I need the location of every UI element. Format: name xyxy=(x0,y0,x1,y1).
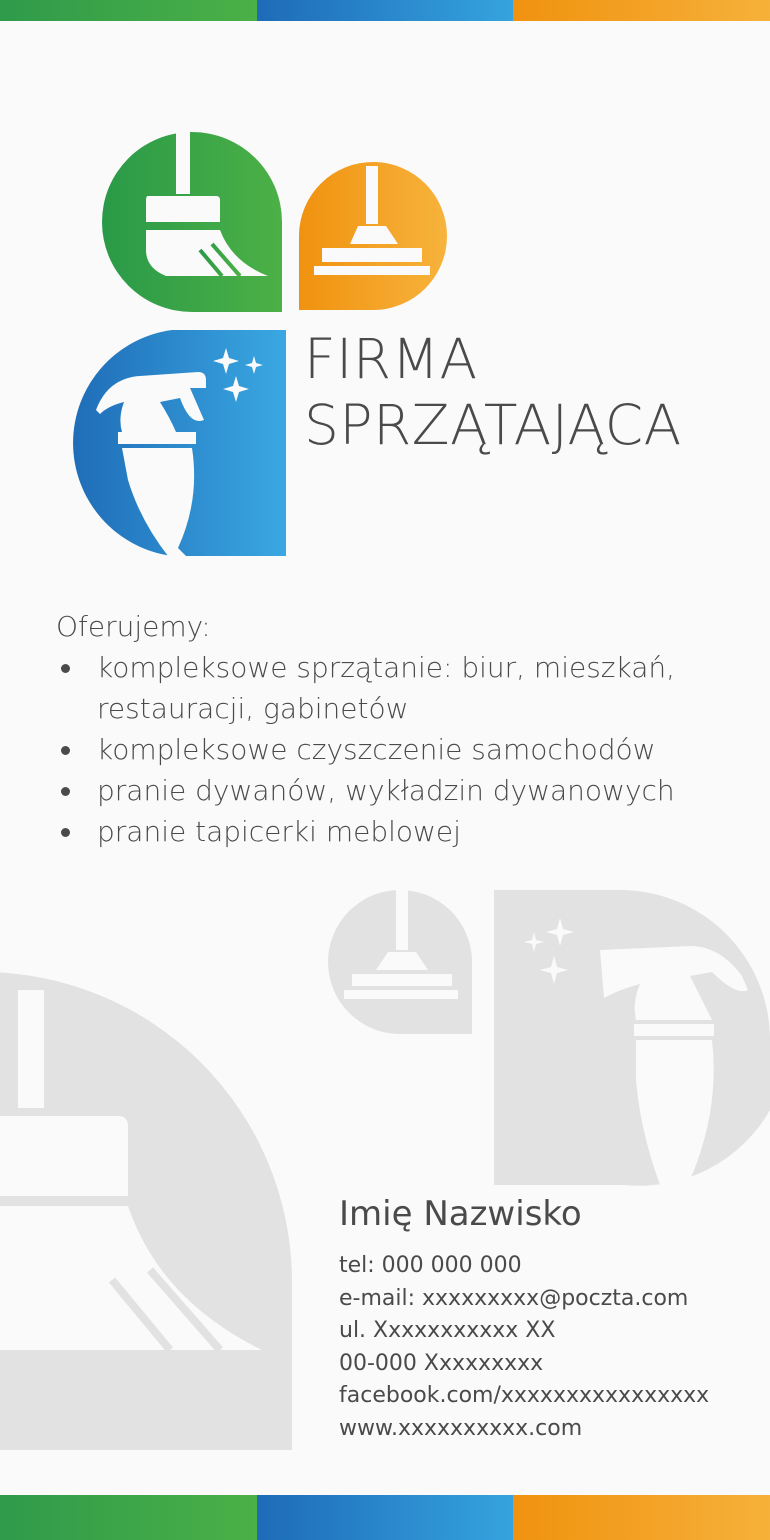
brand-line-1: FIRMA xyxy=(304,327,478,391)
offer-list xyxy=(56,647,756,852)
contact-street: ul. Xxxxxxxxxxx XX xyxy=(339,1318,556,1343)
offer-item: pranie dywanów, wykładzin dywanowych xyxy=(56,770,756,811)
contact-block xyxy=(339,1190,759,1445)
watermark-squeegee-icon xyxy=(328,890,472,1034)
squeegee-icon xyxy=(299,162,447,310)
contact-city: 00-000 Xxxxxxxxx xyxy=(339,1350,544,1376)
stripe-orange xyxy=(513,1495,770,1540)
brand-name xyxy=(304,326,682,458)
company-logo xyxy=(0,0,770,600)
contact-email: e-mail: xxxxxxxxx@poczta.com xyxy=(339,1285,689,1311)
offer-section xyxy=(56,606,756,852)
offer-title: Oferujemy: xyxy=(56,610,211,643)
offer-item: kompleksowe czyszczenie samochodów xyxy=(56,729,756,770)
spray-bottle-icon xyxy=(73,330,286,556)
brand-line-2: SPRZĄTAJĄCA xyxy=(304,393,682,457)
broom-icon xyxy=(102,132,282,312)
stripe-green xyxy=(0,1495,257,1540)
bottom-color-stripe xyxy=(0,1495,770,1540)
offer-item: kompleksowe sprzątanie: biur, mieszkań, restauracji, gabinetów xyxy=(56,647,756,729)
contact-name: Imię Nazwisko xyxy=(339,1194,582,1234)
contact-phone: tel: 000 000 000 xyxy=(339,1253,522,1278)
contact-facebook: facebook.com/xxxxxxxxxxxxxxxx xyxy=(339,1383,710,1408)
offer-item: pranie tapicerki meblowej xyxy=(56,811,756,852)
contact-website: www.xxxxxxxxxx.com xyxy=(339,1415,583,1441)
stripe-blue xyxy=(257,1495,514,1540)
watermark-spray-icon xyxy=(494,890,770,1186)
watermark-broom-icon xyxy=(0,972,292,1450)
